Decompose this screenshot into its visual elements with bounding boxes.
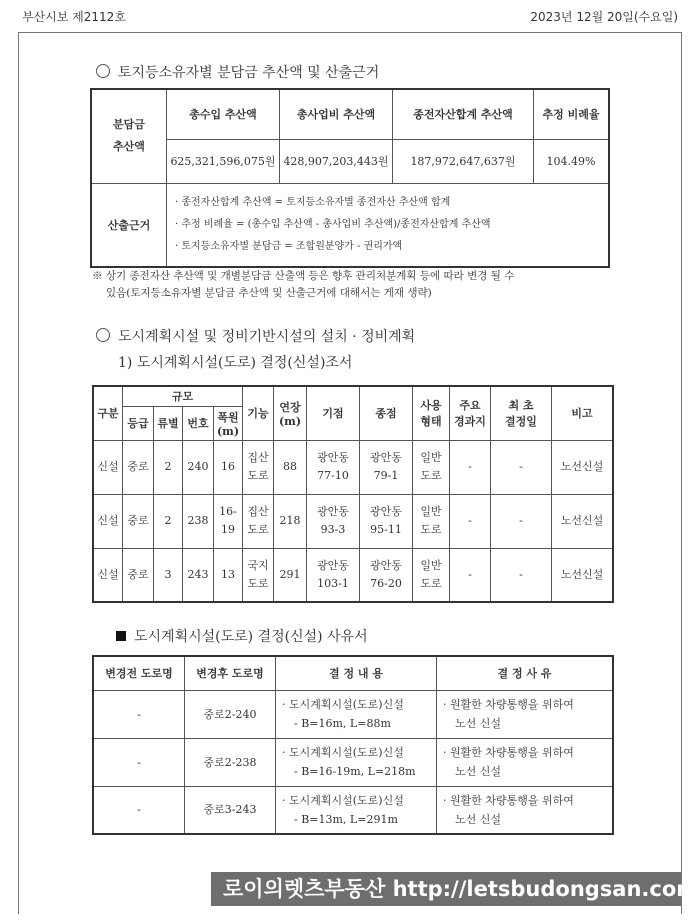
cell-line: 집산 (247, 505, 269, 518)
section3-heading (116, 626, 368, 646)
cell-line: 도로 (247, 576, 269, 590)
cell-line: - B=13m, L=291m (294, 812, 398, 826)
header-gubun: 구분 (93, 386, 123, 440)
cell-line: 일반 (420, 505, 442, 518)
cell-content (276, 690, 437, 738)
header-via (450, 386, 491, 440)
cell-type: 2 (154, 494, 183, 548)
cell-line: 노선 신설 (455, 717, 502, 730)
row-label-line: 추산액 (113, 140, 145, 154)
cell-line: 76-20 (370, 576, 402, 590)
cell-first: - (491, 440, 552, 494)
cell-content (276, 738, 437, 786)
cell-gubun: 신설 (93, 548, 123, 602)
circle-bullet-icon (96, 64, 110, 78)
cell-line: 도로 (420, 469, 442, 482)
cell-grade: 중로 (123, 548, 154, 602)
header-remark: 비고 (552, 386, 614, 440)
value-cell: 625,321,596,075원 (167, 139, 280, 183)
cell-line: 집산 (247, 451, 269, 464)
cell-line: · 도시계획시설(도로)신설 (282, 746, 404, 759)
col-header: 추정 비례율 (534, 89, 610, 139)
header-number: 번호 (183, 406, 214, 440)
cell-line: 광안동 (370, 505, 402, 518)
cell-line: · 도시계획시설(도로)신설 (282, 698, 404, 711)
section2-subheading: 1) 도시계획시설(도로) 결정(신설)조서 (118, 355, 353, 371)
cell-gubun: 신설 (93, 494, 123, 548)
cell-end (360, 494, 413, 548)
section2-heading (96, 326, 415, 346)
table-row (93, 494, 613, 548)
cell-reason (437, 786, 614, 834)
cell-line: 도로 (247, 469, 269, 482)
cell-first: - (491, 548, 552, 602)
publication-title: 부산시보 제2112호 (22, 10, 126, 24)
cell-line: 광안동 (370, 558, 402, 572)
cell-line: - B=16m, L=88m (294, 717, 391, 730)
cell-line: · 원활한 차량통행을 위하여 (443, 698, 574, 711)
watermark-banner: 로이의렛츠부동산 http://letsbudongsan.com (211, 872, 681, 906)
cell-before: - (93, 690, 185, 738)
cell-via: - (450, 548, 491, 602)
cell-number: 243 (183, 548, 214, 602)
header-line: 최 초 (508, 399, 534, 413)
basis-cell (167, 183, 610, 267)
cell-line: 노선 신설 (455, 812, 502, 826)
cell-line: 국지 (247, 558, 269, 572)
header-length (274, 386, 307, 440)
table-row (93, 786, 613, 834)
cell-function (243, 440, 274, 494)
col-header: 종전자산합계 추산액 (393, 89, 534, 139)
cell-after: 중로2-238 (185, 738, 276, 786)
section2-heading-text: 도시계획시설 및 정비기반시설의 설치 · 정비계획 (118, 329, 416, 345)
table-row (93, 738, 613, 786)
cell-line: 16- (219, 505, 237, 518)
cell-width (214, 494, 243, 548)
cell-first: - (491, 494, 552, 548)
cell-end (360, 548, 413, 602)
header-line: 연장 (279, 400, 301, 414)
col-header: 결 정 내 용 (276, 656, 437, 690)
cell-line: 노선 신설 (455, 765, 502, 778)
cell-remark: 노선신설 (552, 440, 614, 494)
row-label-basis: 산출근거 (91, 183, 167, 267)
header-line: (m) (278, 414, 302, 428)
footnote-line: 있음(토지등소유자별 분담금 추산액 및 산출근거에 대해서는 게재 생략) (106, 287, 432, 299)
cell-after: 중로2-240 (185, 690, 276, 738)
cell-line: 79-1 (373, 469, 399, 482)
header-line: 주요 (459, 399, 481, 413)
table-row (93, 440, 613, 494)
cell-line: 77-10 (317, 469, 349, 482)
basis-line: · 토지등소유자별 분담금 = 조합원분양가 - 권리가액 (175, 240, 403, 252)
cell-end (360, 440, 413, 494)
cell-length: 218 (274, 494, 307, 548)
section1-heading (96, 62, 379, 82)
cell-grade: 중로 (123, 494, 154, 548)
cell-via: - (450, 440, 491, 494)
cell-number: 238 (183, 494, 214, 548)
cell-line: 광안동 (317, 505, 349, 518)
header-line: 폭원 (217, 410, 239, 424)
cell-line: 도로 (247, 523, 269, 536)
col-header: 총사업비 추산액 (280, 89, 393, 139)
header-type: 류별 (154, 406, 183, 440)
cell-start (307, 494, 360, 548)
cell-line: - B=16-19m, L=218m (294, 765, 416, 778)
row-label-line: 분담금 (113, 118, 145, 132)
header-grade: 등급 (123, 406, 154, 440)
cell-content (276, 786, 437, 834)
cell-type: 2 (154, 440, 183, 494)
road-decision-table (92, 385, 614, 603)
header-line: 경과지 (454, 415, 486, 429)
cell-line: 일반 (420, 558, 442, 572)
value-cell: 428,907,203,443원 (280, 139, 393, 183)
cell-line: 93-3 (320, 523, 346, 536)
cell-after: 중로3-243 (185, 786, 276, 834)
cell-length: 291 (274, 548, 307, 602)
cell-length: 88 (274, 440, 307, 494)
header-start: 기점 (307, 386, 360, 440)
footnote-line: ※ 상기 종전자산 추산액 및 개별분담금 산출액 등은 향후 관리처분계획 등에 따라 변경 될 수 (92, 270, 515, 282)
basis-line: · 종전자산합계 추산액 = 토지등소유자별 종전자산 추산액 합계 (175, 196, 451, 208)
col-header: 변경후 도로명 (185, 656, 276, 690)
publication-date: 2023년 12월 20일(수요일) (530, 10, 678, 24)
square-bullet-icon (116, 631, 126, 641)
cell-line: 95-11 (370, 523, 402, 536)
header-scale: 규모 (123, 386, 243, 406)
cell-reason (437, 738, 614, 786)
col-header: 결 정 사 유 (437, 656, 614, 690)
cell-usage (413, 494, 450, 548)
header-line: 사용 (420, 399, 442, 413)
cell-remark: 노선신설 (552, 494, 614, 548)
header-line: 결정일 (505, 415, 537, 429)
cell-line: 광안동 (370, 451, 402, 464)
cell-line: 19 (221, 523, 235, 536)
contribution-table (90, 88, 610, 268)
cell-usage (413, 440, 450, 494)
cell-number: 240 (183, 440, 214, 494)
header-usage (413, 386, 450, 440)
cell-reason (437, 690, 614, 738)
value-cell: 187,972,647,637원 (393, 139, 534, 183)
cell-line: · 원활한 차량통행을 위하여 (443, 793, 574, 807)
cell-width: 16 (214, 440, 243, 494)
header-width (214, 406, 243, 440)
header-line: (m) (216, 424, 240, 438)
cell-line: 광안동 (317, 558, 349, 572)
cell-line: 광안동 (317, 451, 349, 464)
cell-line: · 도시계획시설(도로)신설 (282, 793, 404, 807)
cell-line: 도로 (420, 576, 442, 590)
col-header: 총수입 추산액 (167, 89, 280, 139)
header-line: 형태 (420, 415, 442, 429)
cell-width: 13 (214, 548, 243, 602)
footnote (92, 268, 622, 302)
cell-start (307, 548, 360, 602)
table-row (93, 548, 613, 602)
header-first-decision (491, 386, 552, 440)
col-header: 변경전 도로명 (93, 656, 185, 690)
decision-reason-table (92, 655, 614, 835)
cell-function (243, 548, 274, 602)
cell-via: - (450, 494, 491, 548)
cell-start (307, 440, 360, 494)
cell-gubun: 신설 (93, 440, 123, 494)
cell-remark: 노선신설 (552, 548, 614, 602)
cell-before: - (93, 786, 185, 834)
cell-line: 도로 (420, 523, 442, 536)
cell-function (243, 494, 274, 548)
cell-grade: 중로 (123, 440, 154, 494)
row-label-contribution (91, 89, 167, 183)
cell-line: 일반 (420, 451, 442, 464)
cell-before: - (93, 738, 185, 786)
cell-line: 103-1 (317, 576, 349, 590)
circle-bullet-icon (96, 328, 110, 342)
header-function: 기능 (243, 386, 274, 440)
section3-heading-text: 도시계획시설(도로) 결정(신설) 사유서 (134, 629, 368, 645)
cell-line: · 원활한 차량통행을 위하여 (443, 746, 574, 759)
section1-heading-text: 토지등소유자별 분담금 추산액 및 산출근거 (118, 65, 380, 81)
cell-usage (413, 548, 450, 602)
value-cell: 104.49% (534, 139, 610, 183)
cell-type: 3 (154, 548, 183, 602)
header-end: 종점 (360, 386, 413, 440)
table-row (93, 690, 613, 738)
basis-line: · 추정 비례율 = (총수입 추산액 - 총사업비 추산액)/종전자산합계 추산액 (175, 218, 491, 230)
